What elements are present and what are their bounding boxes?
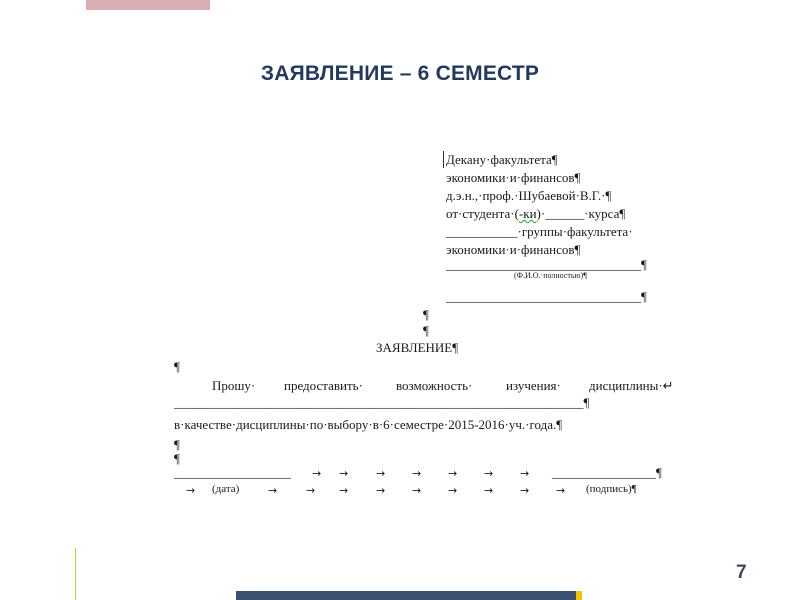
- page-number: 7: [736, 562, 747, 583]
- tab-arrow-icon: →: [339, 467, 349, 480]
- addressee-line: д.э.н.,·проф.·Шубаевой·В.Г.·¶: [446, 188, 612, 203]
- body-word: предоставить·: [284, 378, 363, 393]
- tab-arrow-icon: →: [520, 484, 530, 497]
- fio-blank-line: ______________________________¶: [446, 257, 647, 272]
- signature-blank: ________________¶: [552, 465, 662, 480]
- spellcheck-word: -ки: [518, 206, 537, 221]
- tab-arrow-icon: →: [484, 484, 494, 497]
- body-word: изучения·: [506, 378, 561, 393]
- group-line: ___________·группы·факультета·: [446, 224, 633, 239]
- slide-title: ЗАЯВЛЕНИЕ – 6 СЕМЕСТР: [260, 62, 540, 85]
- body-word: дисциплины·↵: [589, 378, 674, 393]
- date-blank: __________________: [174, 465, 291, 480]
- faculty-line: экономики·и·финансов¶: [446, 242, 581, 257]
- footer-bar: [236, 591, 576, 600]
- tab-arrow-icon: →: [556, 484, 566, 497]
- tab-arrow-icon: →: [186, 484, 196, 497]
- fio-caption: (Ф.И.О.·полностью)¶: [514, 271, 587, 280]
- top-accent-bar: [86, 0, 210, 10]
- body-word: возможность·: [396, 378, 473, 393]
- empty-paragraph-mark: ¶: [174, 359, 180, 374]
- signature-label: (подпись)¶: [586, 483, 637, 495]
- addressee-line: экономики·и·финансов¶: [446, 170, 581, 185]
- extra-blank-line: ______________________________¶: [446, 289, 647, 304]
- tab-arrow-icon: →: [520, 467, 530, 480]
- tab-arrow-icon: →: [376, 484, 386, 497]
- tab-arrow-icon: →: [376, 467, 386, 480]
- tab-arrow-icon: →: [412, 484, 422, 497]
- tab-arrow-icon: →: [339, 484, 349, 497]
- tab-arrow-icon: →: [312, 467, 322, 480]
- date-label: (дата): [212, 483, 240, 495]
- empty-paragraph-mark: ¶: [174, 437, 180, 452]
- tab-arrow-icon: →: [412, 467, 422, 480]
- footer-accent: [576, 591, 582, 600]
- addressee-line: Декану·факультета¶: [446, 152, 558, 167]
- body-word: Прошу·: [212, 378, 256, 393]
- empty-paragraph-mark: ¶: [423, 323, 429, 338]
- tab-arrow-icon: →: [306, 484, 316, 497]
- discipline-blank-line: _______________________________________________________________¶: [174, 395, 590, 410]
- empty-paragraph-mark: ¶: [423, 307, 429, 322]
- body-sentence: в·качестве·дисциплины·по·выбору·в·6·семестре·2015-2016·уч.·года.¶: [174, 417, 563, 432]
- tab-arrow-icon: →: [448, 484, 458, 497]
- tab-arrow-icon: →: [484, 467, 494, 480]
- student-course-line: [446, 207, 625, 220]
- student-prefix: от·студента·(: [446, 206, 519, 221]
- document-title: ЗАЯВЛЕНИЕ¶: [376, 340, 459, 355]
- application-document: [172, 148, 684, 504]
- course-blank: )·______·курса¶: [536, 206, 626, 221]
- tab-arrow-icon: →: [448, 467, 458, 480]
- left-accent-line: [75, 548, 76, 600]
- tab-arrow-icon: →: [268, 484, 278, 497]
- empty-paragraph-mark: ¶: [174, 451, 180, 466]
